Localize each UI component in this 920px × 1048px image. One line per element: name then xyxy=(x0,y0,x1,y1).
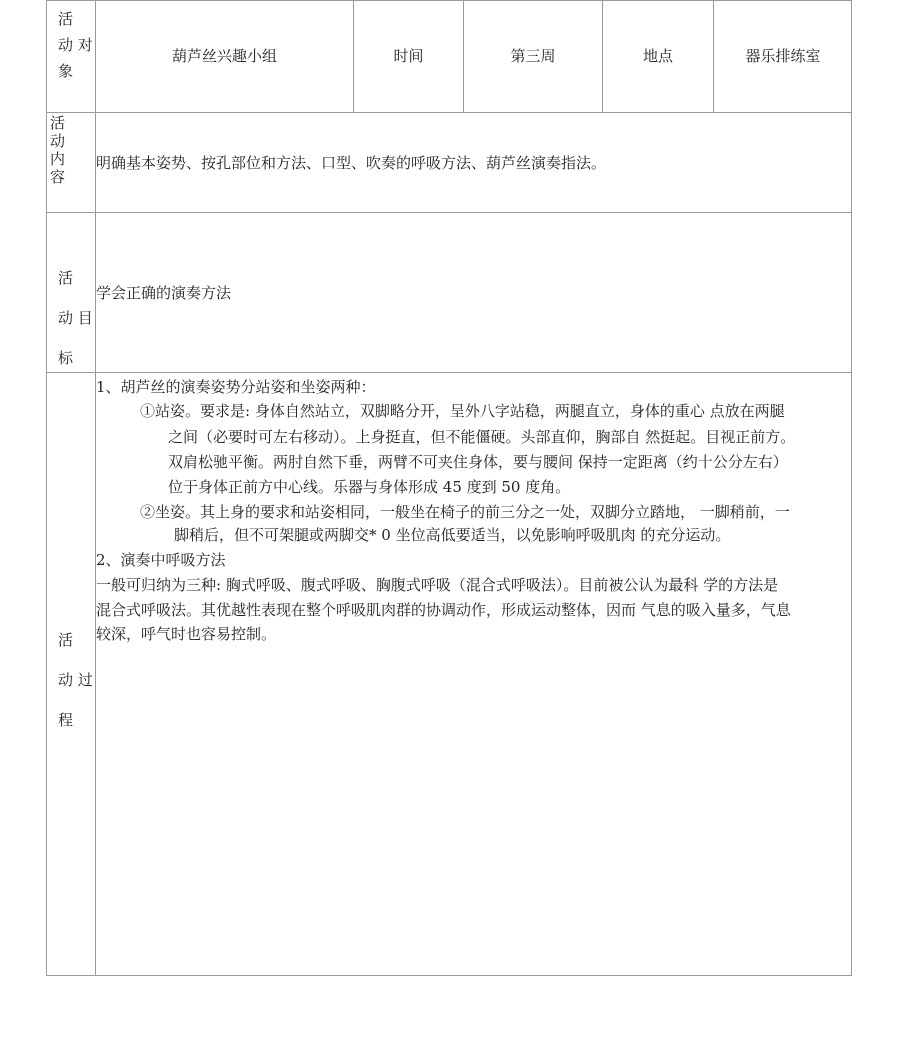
label-line: 容 xyxy=(50,168,66,186)
label-line: 活 xyxy=(50,114,66,132)
time-value: 第三周 xyxy=(510,47,556,65)
label-line: 动 xyxy=(50,132,66,150)
process-line: ①站姿。要求是: 身体自然站立，双脚略分开，呈外八字站稳，两腿直立，身体的重心 点放在两腿 xyxy=(140,402,785,420)
row4-label xyxy=(58,620,98,740)
label-line: 活 xyxy=(58,269,74,287)
row3-label xyxy=(58,258,98,378)
label-line: 内 xyxy=(50,150,66,168)
activity-content: 明确基本姿势、按孔部位和方法、口型、吹奏的呼吸方法、葫芦丝演奏指法。 xyxy=(96,154,607,172)
label-line: 活 xyxy=(58,631,74,649)
column-divider xyxy=(95,0,96,976)
time-label: 时间 xyxy=(393,47,424,65)
process-line: ②坐姿。其上身的要求和站姿相同，一般坐在椅子的前三分之一处，双脚分立踏地， 一脚稍前，一 xyxy=(140,503,790,521)
process-line: 混合式呼吸法。其优越性表现在整个呼吸肌肉群的协调动作，形成运动整体，因而 气息的吸入量多，气息 xyxy=(96,601,791,619)
group-name: 葫芦丝兴趣小组 xyxy=(171,47,277,65)
process-line: 脚稍后，但不可架腿或两脚交* 0 坐位高低要适当，以免影响呼吸肌肉 的充分运动。 xyxy=(174,526,731,544)
row-divider xyxy=(46,112,852,113)
row-divider xyxy=(46,372,852,373)
process-heading-2: 2、演奏中呼吸方法 xyxy=(96,551,226,569)
label-line: 动 对 xyxy=(58,36,93,54)
process-heading-1: 1、胡芦丝的演奏姿势分站姿和坐姿两种： xyxy=(96,378,376,396)
process-line: 位于身体正前方中心线。乐器与身体形成 45 度到 50 度角。 xyxy=(168,478,571,496)
row2-label xyxy=(50,114,80,186)
label-line: 象 xyxy=(58,62,74,80)
label-line: 动 过 xyxy=(58,671,93,689)
process-line: 一般可归纳为三种: 胸式呼吸、腹式呼吸、胸腹式呼吸（混合式呼吸法）。目前被公认为最科 学的方法是 xyxy=(96,576,779,594)
process-line: 较深，呼气时也容易控制。 xyxy=(96,625,277,643)
label-line: 标 xyxy=(58,349,74,367)
activity-table xyxy=(46,0,852,976)
place-label: 地点 xyxy=(642,47,673,65)
label-line: 动 目 xyxy=(58,309,93,327)
label-line: 程 xyxy=(58,711,74,729)
activity-goal: 学会正确的演奏方法 xyxy=(96,284,232,302)
place-value: 器乐排练室 xyxy=(745,47,821,65)
process-line: 双肩松驰平衡。两肘自然下垂，两臂不可夹住身体，要与腰间 保持一定距离（约十公分左右） xyxy=(168,453,788,471)
label-line: 活 xyxy=(58,10,74,28)
row-divider xyxy=(46,212,852,213)
row1-label xyxy=(58,6,98,84)
process-line: 之间（必要时可左右移动）。上身挺直，但不能僵硬。头部直仰，胸部自 然挺起。目视正前方。 xyxy=(168,428,796,446)
